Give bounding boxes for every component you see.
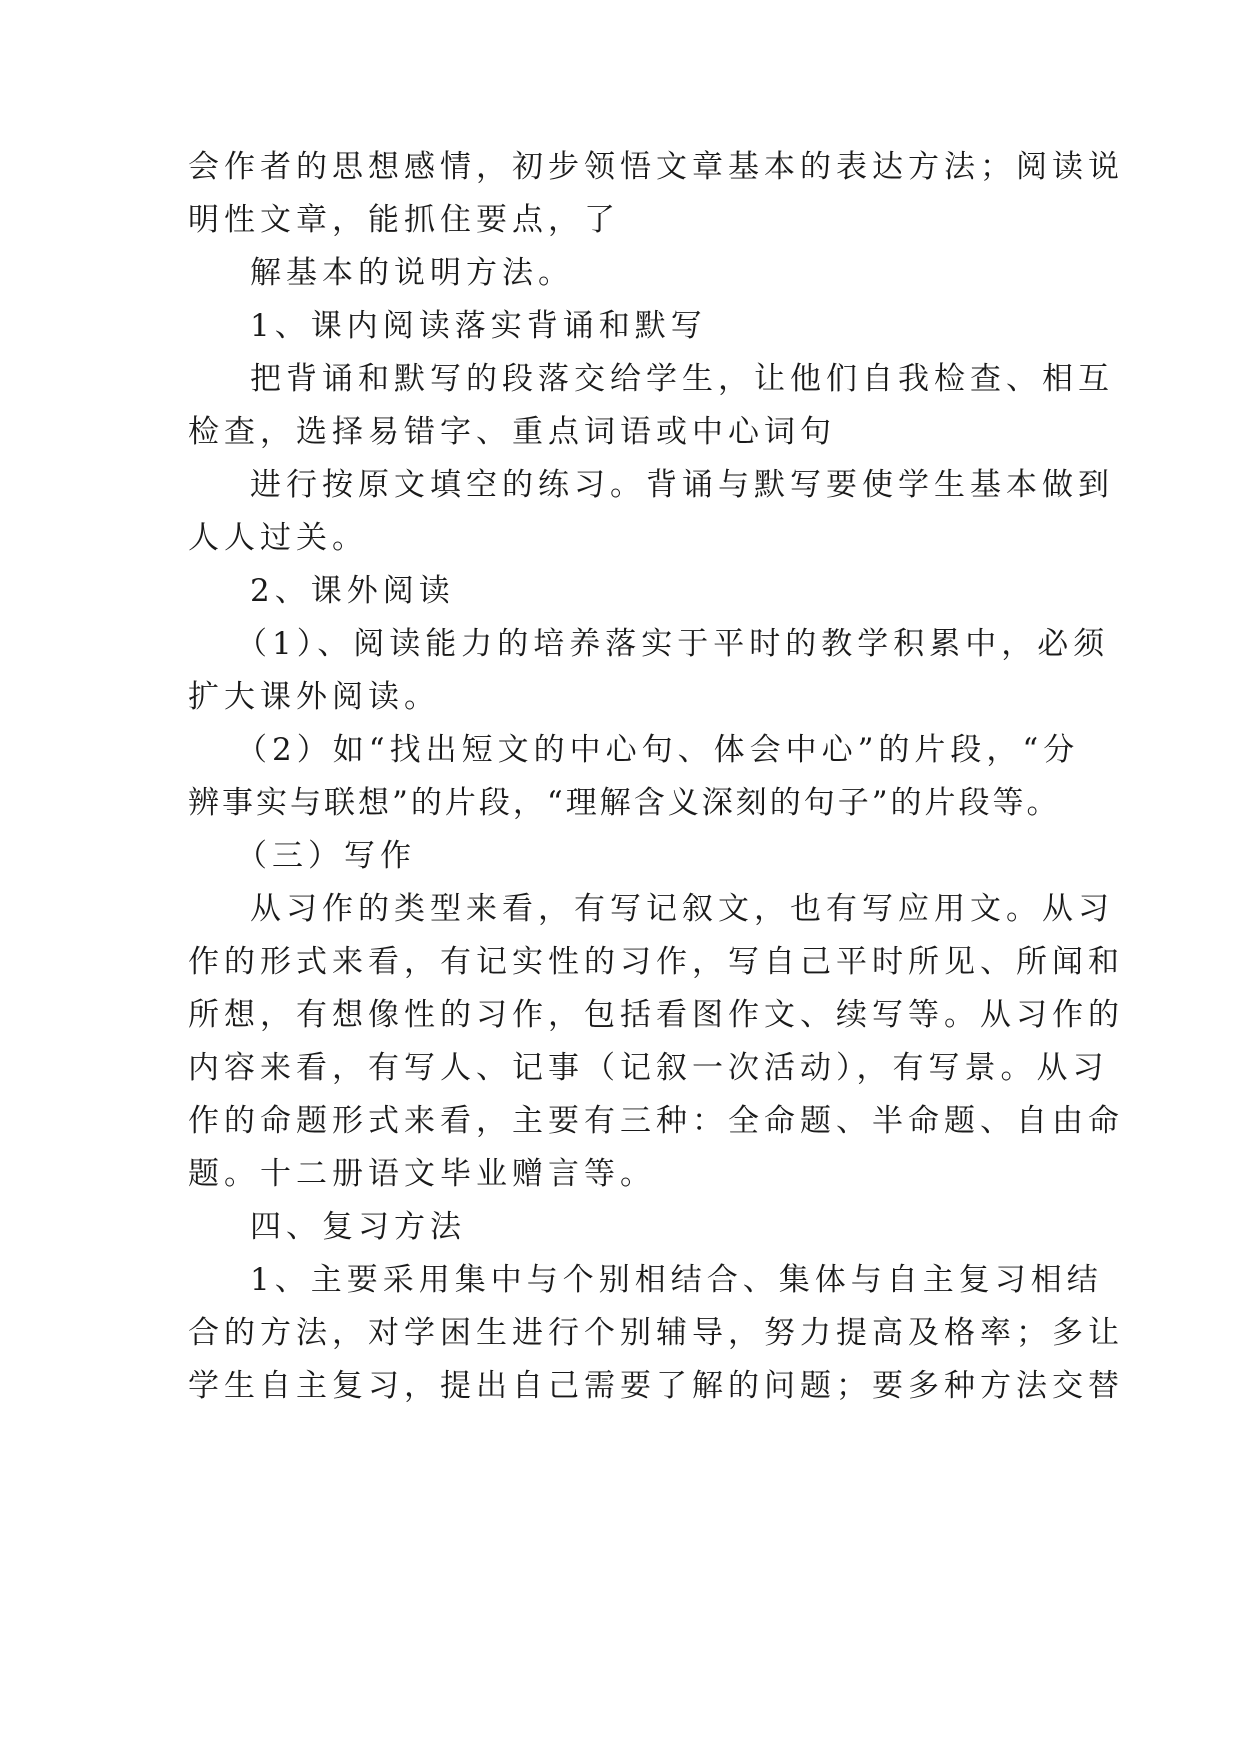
text-line: （1）、阅读能力的培养落实于平时的教学积累中，必须: [236, 626, 1110, 662]
text-line: 明性文章，能抓住要点，了: [188, 202, 620, 238]
text-line: （2）如“找出短文的中心句、体会中心”的片段，“分: [236, 732, 1080, 768]
text-line: 题。十二册语文毕业赠言等。: [188, 1156, 656, 1192]
text-line: 合的方法，对学困生进行个别辅导，努力提高及格率；多让: [188, 1315, 1124, 1351]
text-line: 把背诵和默写的段落交给学生，让他们自我检查、相互: [250, 361, 1114, 397]
text-line: 检查，选择易错字、重点词语或中心词句: [188, 414, 836, 450]
text-line: 从习作的类型来看，有写记叙文，也有写应用文。从习: [250, 891, 1114, 927]
text-line: 扩大课外阅读。: [188, 679, 440, 715]
text-line: 人人过关。: [188, 520, 368, 556]
document-page: [188, 0, 1124, 1754]
text-line: 作的形式来看，有记实性的习作，写自己平时所见、所闻和: [188, 944, 1124, 980]
text-line: 会作者的思想感情，初步领悟文章基本的表达方法；阅读说: [188, 149, 1124, 185]
section-heading: （三）写作: [236, 838, 416, 874]
section-heading: 2、课外阅读: [250, 573, 455, 609]
section-heading: 四、复习方法: [250, 1209, 466, 1245]
text-line: 内容来看，有写人、记事（记叙一次活动），有写景。从习: [188, 1050, 1109, 1086]
text-line: 学生自主复习，提出自己需要了解的问题；要多种方法交替: [188, 1368, 1124, 1404]
text-line: 解基本的说明方法。: [250, 255, 574, 291]
text-line: 进行按原文填空的练习。背诵与默写要使学生基本做到: [250, 467, 1114, 503]
text-line: 作的命题形式来看，主要有三种：全命题、半命题、自由命: [188, 1103, 1124, 1139]
section-heading: 1、课内阅读落实背诵和默写: [250, 308, 707, 344]
text-line: 1、主要采用集中与个别相结合、集体与自主复习相结: [250, 1262, 1103, 1298]
text-line: 辨事实与联想”的片段，“理解含义深刻的句子”的片段等。: [188, 785, 1061, 821]
text-line: 所想，有想像性的习作，包括看图作文、续写等。从习作的: [188, 997, 1124, 1033]
